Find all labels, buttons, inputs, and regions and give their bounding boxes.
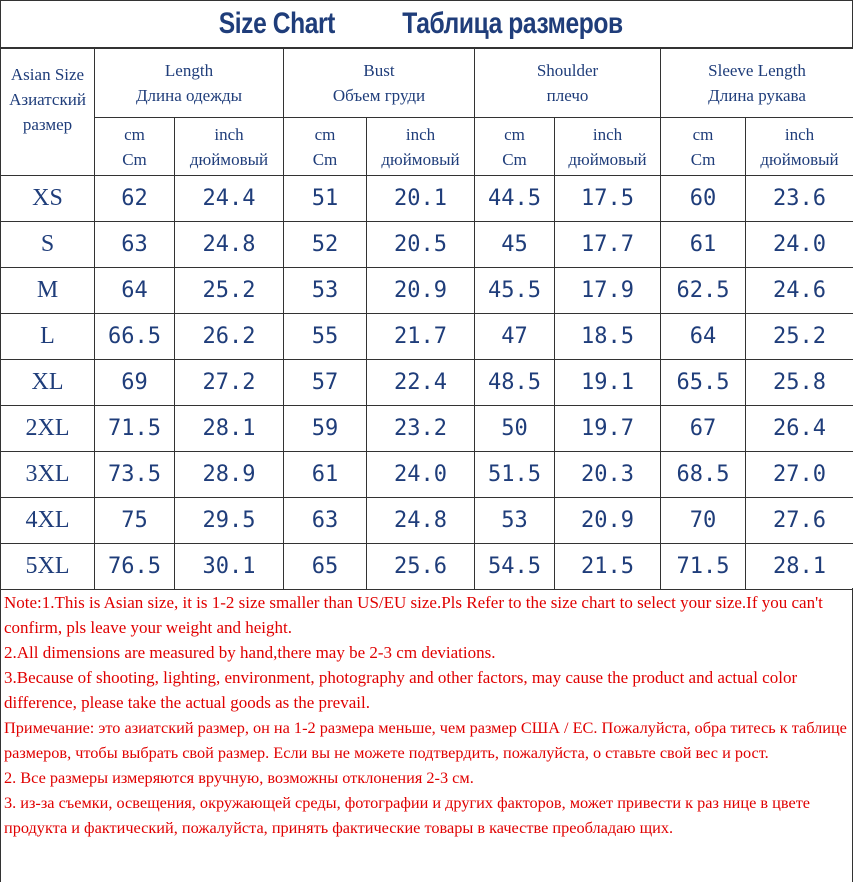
- size-rows: [1, 176, 853, 590]
- table-cell: 54.5: [475, 544, 555, 590]
- table-row: [1, 406, 853, 452]
- table-cell: 62: [95, 176, 175, 222]
- table-cell: 17.7: [555, 222, 661, 268]
- table-cell: 71.5: [661, 544, 746, 590]
- table-cell: 68.5: [661, 452, 746, 498]
- table-row: [1, 360, 853, 406]
- table-cell: 73.5: [95, 452, 175, 498]
- title-russian: Таблица размеров: [402, 7, 623, 40]
- table-cell: 26.2: [175, 314, 284, 360]
- group-header-sleeve-length: Sleeve Length Длина рукава: [661, 49, 853, 118]
- table-cell: 65.5: [661, 360, 746, 406]
- table-cell: 75: [95, 498, 175, 544]
- unit-header-cm: cm Cm: [95, 118, 175, 176]
- size-table: [0, 48, 853, 590]
- size-label: L: [1, 314, 95, 360]
- table-row: [1, 452, 853, 498]
- table-cell: 27.6: [746, 498, 853, 544]
- size-label: 3XL: [1, 452, 95, 498]
- table-cell: 28.1: [746, 544, 853, 590]
- table-cell: 45: [475, 222, 555, 268]
- size-label: S: [1, 222, 95, 268]
- table-cell: 29.5: [175, 498, 284, 544]
- note-en-2: 2.All dimensions are measured by hand,there may be 2-3 cm deviations.: [4, 643, 496, 662]
- table-cell: 24.4: [175, 176, 284, 222]
- table-cell: 24.0: [746, 222, 853, 268]
- unit-header-inch: inch дюймовый: [175, 118, 284, 176]
- table-cell: 24.8: [175, 222, 284, 268]
- size-label: 2XL: [1, 406, 95, 452]
- table-cell: 17.5: [555, 176, 661, 222]
- table-cell: 60: [661, 176, 746, 222]
- note-en-3: 3.Because of shooting, lighting, environment, photography and other factors, may cause the product and actual color difference, please take the actual goods as the prevail.: [4, 668, 798, 712]
- table-cell: 55: [284, 314, 367, 360]
- unit-header-cm: cm Cm: [475, 118, 555, 176]
- note-en-1: Note:1.This is Asian size, it is 1-2 size smaller than US/EU size.Pls Refer to the size chart to select your size.If you can't confirm, pls leave your weight and height.: [4, 593, 823, 637]
- note-ru-3: 3. из-за съемки, освещения, окружающей среды, фотографии и других факторов, может привести к раз нице в цвете продукта и фактический, пожалуйста, принять фактические товары в качестве преобладаю щих.: [4, 793, 811, 837]
- table-cell: 51: [284, 176, 367, 222]
- table-cell: 24.0: [367, 452, 475, 498]
- unit-header-inch: inch дюймовый: [555, 118, 661, 176]
- table-cell: 22.4: [367, 360, 475, 406]
- table-cell: 62.5: [661, 268, 746, 314]
- title-english: Size Chart: [218, 7, 336, 40]
- table-cell: 17.9: [555, 268, 661, 314]
- table-cell: 20.5: [367, 222, 475, 268]
- table-cell: 20.3: [555, 452, 661, 498]
- table-cell: 25.8: [746, 360, 853, 406]
- table-cell: 18.5: [555, 314, 661, 360]
- table-cell: 28.9: [175, 452, 284, 498]
- header-row-units: [1, 118, 853, 176]
- table-cell: 24.8: [367, 498, 475, 544]
- table-cell: 45.5: [475, 268, 555, 314]
- table-row: [1, 222, 853, 268]
- group-header-shoulder: Shoulder плечо: [475, 49, 661, 118]
- table-row: [1, 544, 853, 590]
- table-cell: 24.6: [746, 268, 853, 314]
- size-column-header: Asian Size Азиатский размер: [1, 49, 95, 176]
- table-cell: 20.9: [555, 498, 661, 544]
- unit-header-cm: cm Cm: [284, 118, 367, 176]
- table-cell: 27.2: [175, 360, 284, 406]
- table-cell: 50: [475, 406, 555, 452]
- table-cell: 66.5: [95, 314, 175, 360]
- table-cell: 20.9: [367, 268, 475, 314]
- size-label: M: [1, 268, 95, 314]
- table-cell: 25.2: [746, 314, 853, 360]
- table-cell: 23.2: [367, 406, 475, 452]
- table-cell: 53: [475, 498, 555, 544]
- table-cell: 63: [284, 498, 367, 544]
- unit-header-cm: cm Cm: [661, 118, 746, 176]
- table-cell: 19.1: [555, 360, 661, 406]
- table-cell: 65: [284, 544, 367, 590]
- table-cell: 28.1: [175, 406, 284, 452]
- table-cell: 57: [284, 360, 367, 406]
- size-label: 5XL: [1, 544, 95, 590]
- table-cell: 48.5: [475, 360, 555, 406]
- table-row: [1, 268, 853, 314]
- table-cell: 25.2: [175, 268, 284, 314]
- page-title: [0, 0, 853, 48]
- note-ru-1: Примечание: это азиатский размер, он на 1-2 размера меньше, чем размер США / ЕС. Пожалуйста, обра титесь к таблице размеров, чтобы выбрать свой размер. Если вы не можете подтвердить, пожалуйста, о ставьте свой вес и рост.: [4, 718, 847, 762]
- table-cell: 26.4: [746, 406, 853, 452]
- table-cell: 71.5: [95, 406, 175, 452]
- table-cell: 67: [661, 406, 746, 452]
- table-cell: 70: [661, 498, 746, 544]
- table-cell: 27.0: [746, 452, 853, 498]
- size-label: XS: [1, 176, 95, 222]
- table-cell: 20.1: [367, 176, 475, 222]
- unit-header-inch: inch дюймовый: [746, 118, 853, 176]
- note-ru-2: 2. Все размеры измеряются вручную, возможны отклонения 2-3 см.: [4, 768, 474, 787]
- table-cell: 61: [661, 222, 746, 268]
- table-cell: 21.7: [367, 314, 475, 360]
- group-header-bust: Bust Объем груди: [284, 49, 475, 118]
- table-row: [1, 498, 853, 544]
- table-cell: 19.7: [555, 406, 661, 452]
- table-cell: 23.6: [746, 176, 853, 222]
- table-cell: 47: [475, 314, 555, 360]
- table-row: [1, 314, 853, 360]
- table-cell: 63: [95, 222, 175, 268]
- table-cell: 64: [95, 268, 175, 314]
- group-header-length: Length Длина одежды: [95, 49, 284, 118]
- notes-section: [0, 588, 853, 882]
- table-cell: 76.5: [95, 544, 175, 590]
- table-cell: 30.1: [175, 544, 284, 590]
- table-cell: 21.5: [555, 544, 661, 590]
- size-label: XL: [1, 360, 95, 406]
- table-cell: 51.5: [475, 452, 555, 498]
- table-cell: 59: [284, 406, 367, 452]
- table-cell: 25.6: [367, 544, 475, 590]
- table-cell: 61: [284, 452, 367, 498]
- unit-header-inch: inch дюймовый: [367, 118, 475, 176]
- table-cell: 44.5: [475, 176, 555, 222]
- table-row: [1, 176, 853, 222]
- header-row-groups: [1, 49, 853, 118]
- table-cell: 52: [284, 222, 367, 268]
- table-cell: 69: [95, 360, 175, 406]
- size-label: 4XL: [1, 498, 95, 544]
- table-cell: 64: [661, 314, 746, 360]
- table-cell: 53: [284, 268, 367, 314]
